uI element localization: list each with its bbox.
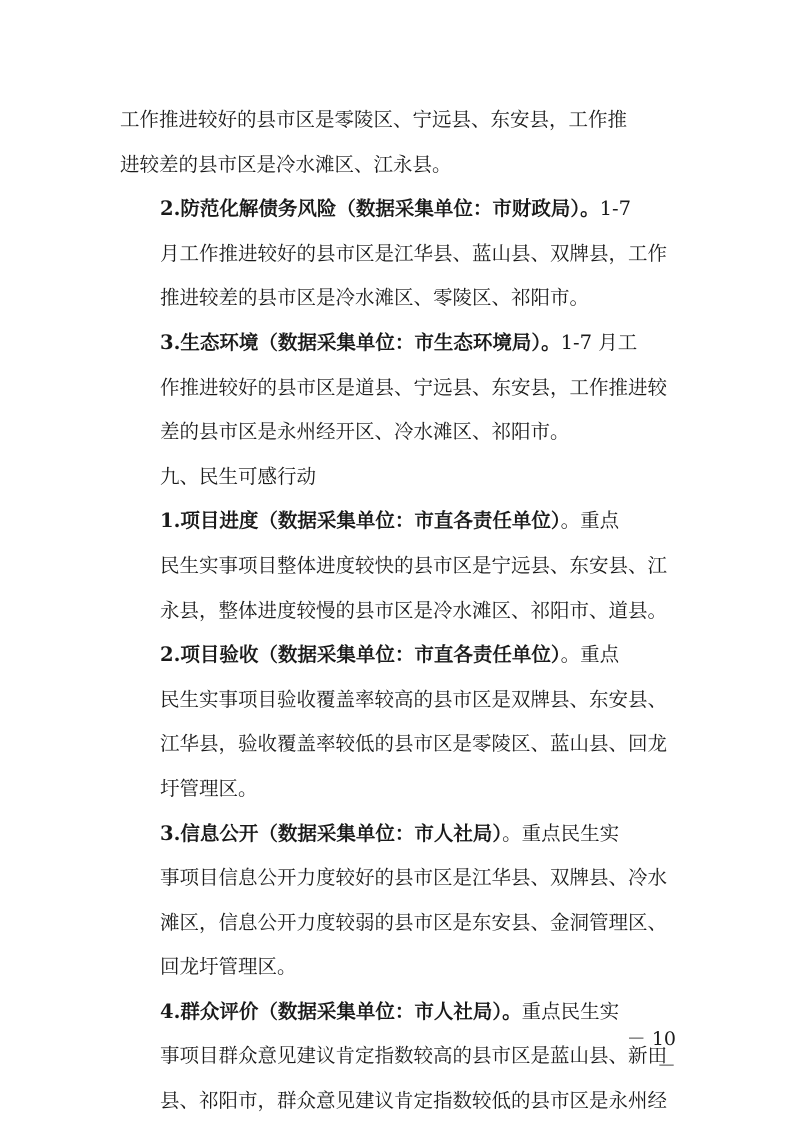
- text-run: 。重点: [560, 643, 620, 667]
- item-heading: 2.防范化解债务风险（数据采集单位：市财政局）。: [160, 197, 600, 221]
- paragraph-info-disclosure: [120, 812, 675, 990]
- section-title-text: 九、民生可感行动: [160, 464, 317, 488]
- text-line: 差的县市区是永州经开区、冷水滩区、祁阳市。: [160, 420, 570, 444]
- text-run: 。重点民生实: [502, 821, 620, 845]
- text-run: 。重点: [560, 509, 620, 533]
- item-heading: 1.项目进度（数据采集单位：市直各责任单位）: [160, 509, 561, 533]
- paragraph-project-progress: [120, 499, 675, 633]
- paragraph-public-evaluation: [120, 990, 675, 1124]
- text-line: 推进较差的县市区是冷水滩区、零陵区、祁阳市。: [160, 286, 590, 310]
- text-line: 月工作推进较好的县市区是江华县、蓝山县、双牌县，工作: [160, 241, 668, 265]
- page-number: － 10 －: [626, 1028, 676, 1077]
- item-heading: 3.信息公开（数据采集单位：市人社局）: [160, 821, 503, 845]
- paragraph-continuation: [120, 98, 675, 187]
- text-line: 事项目信息公开力度较好的县市区是江华县、双牌县、冷水: [160, 866, 668, 890]
- text-line: 永县，整体进度较慢的县市区是冷水滩区、祁阳市、道县。: [160, 598, 668, 622]
- paragraph-ecology: [120, 321, 675, 455]
- text-line: 民生实事项目整体进度较快的县市区是宁远县、东安县、江: [160, 553, 668, 577]
- text-run: 1-7 月工: [560, 330, 638, 354]
- text-run: 1-7: [599, 197, 632, 221]
- item-heading: 3.生态环境（数据采集单位：市生态环境局）。: [160, 330, 561, 354]
- item-heading: 4.群众评价（数据采集单位：市人社局）。: [160, 999, 522, 1023]
- section-title: [120, 455, 675, 500]
- text-line: 滩区，信息公开力度较弱的县市区是东安县、金洞管理区、: [160, 910, 668, 934]
- item-heading: 2.项目验收（数据采集单位：市直各责任单位）: [160, 643, 561, 667]
- paragraph-debt-risk: [120, 187, 675, 321]
- text-line: 作推进较好的县市区是道县、宁远县、东安县，工作推进较: [160, 375, 668, 399]
- paragraph-project-acceptance: [120, 633, 675, 811]
- text-line: 江华县，验收覆盖率较低的县市区是零陵区、蓝山县、回龙: [160, 732, 668, 756]
- text-line: 回龙圩管理区。: [160, 955, 297, 979]
- text-line: 圩管理区。: [160, 776, 258, 800]
- text-line: 事项目群众意见建议肯定指数较高的县市区是蓝山县、新田: [160, 1044, 668, 1068]
- text-line: 民生实事项目验收覆盖率较高的县市区是双牌县、东安县、: [160, 687, 668, 711]
- text-run: 重点民生实: [521, 999, 620, 1023]
- text-line: 县、祁阳市，群众意见建议肯定指数较低的县市区是永州经: [160, 1089, 668, 1113]
- text-line: 进较差的县市区是冷水滩区、江永县。: [120, 152, 452, 176]
- document-body: [120, 98, 675, 1124]
- text-line: 工作推进较好的县市区是零陵区、宁远县、东安县，工作推: [120, 108, 628, 131]
